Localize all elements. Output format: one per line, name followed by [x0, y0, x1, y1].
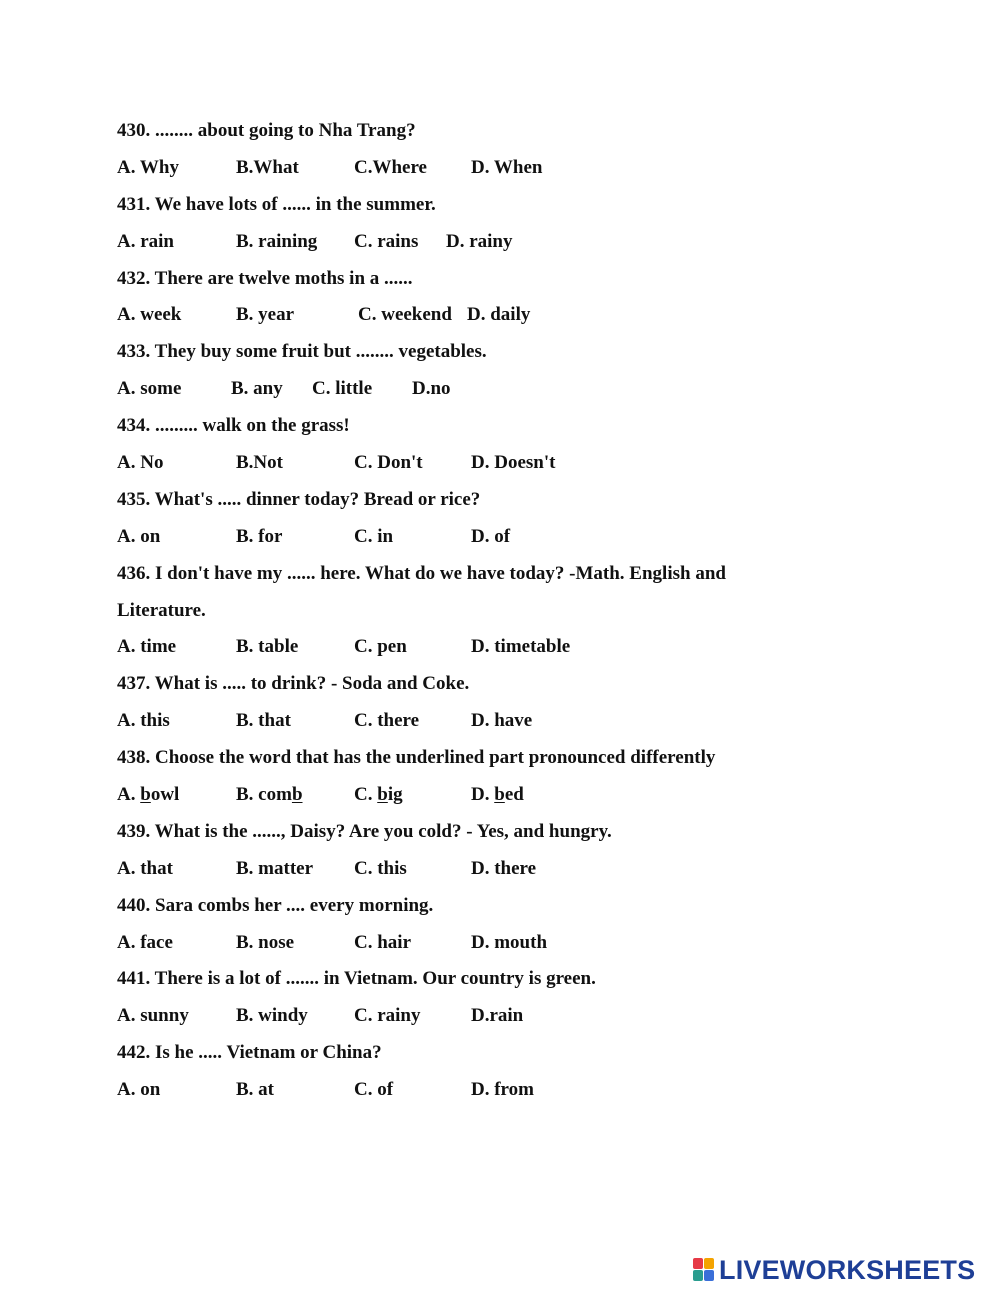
option-c[interactable]: C. weekend: [358, 304, 452, 326]
option-d[interactable]: D. mouth: [471, 931, 548, 953]
option-b[interactable]: B. that: [236, 710, 291, 732]
underlined-letter: b: [377, 784, 388, 806]
question-435-options: [117, 524, 877, 561]
option-text: A.: [117, 784, 141, 806]
option-d[interactable]: D.rain: [471, 1005, 524, 1027]
question-436-options: [117, 634, 877, 671]
option-a[interactable]: A. week: [117, 304, 182, 326]
option-a[interactable]: A. time: [117, 636, 177, 658]
question-436-stem-continued: Literature.: [117, 599, 206, 621]
option-a[interactable]: A. on: [117, 1079, 161, 1101]
question-431-stem: 431. We have lots of ...... in the summer.: [117, 193, 436, 215]
question-440-options: [117, 930, 877, 967]
question-438-stem: 438. Choose the word that has the underlined part pronounced differently: [117, 747, 716, 769]
option-a[interactable]: A. rain: [117, 230, 174, 252]
question-434-options: [117, 450, 877, 487]
option-d[interactable]: D. When: [471, 156, 543, 178]
option-d[interactable]: D. timetable: [471, 636, 571, 658]
option-b[interactable]: B. windy: [236, 1005, 308, 1027]
question-441-stem: 441. There is a lot of ....... in Vietnam. Our country is green.: [117, 968, 596, 990]
question-431-options: [117, 229, 877, 266]
option-b[interactable]: B. matter: [236, 857, 314, 879]
option-d[interactable]: D.no: [412, 378, 451, 400]
option-b[interactable]: B. for: [236, 525, 283, 547]
question-442-stem: 442. Is he ..... Vietnam or China?: [117, 1042, 382, 1064]
logo-text: LIVEWORKSHEETS: [719, 1254, 976, 1285]
option-d[interactable]: D. daily: [467, 304, 531, 326]
option-a[interactable]: [117, 782, 179, 808]
option-text: ig: [387, 784, 403, 806]
option-a[interactable]: A. this: [117, 710, 170, 732]
option-b[interactable]: B. at: [236, 1079, 274, 1101]
option-text: B. com: [236, 784, 292, 806]
option-b[interactable]: B. raining: [236, 230, 318, 252]
question-438-options: [117, 782, 877, 819]
question-440-stem: 440. Sara combs her .... every morning.: [117, 894, 434, 916]
question-433-stem: 433. They buy some fruit but ........ vegetables.: [117, 341, 487, 363]
option-d[interactable]: D. from: [471, 1079, 534, 1101]
question-437-options: [117, 708, 877, 745]
option-c[interactable]: C. in: [354, 525, 394, 547]
question-432-stem: 432. There are twelve moths in a ......: [117, 267, 413, 289]
option-a[interactable]: A. some: [117, 378, 182, 400]
question-430-stem: 430. ........ about going to Nha Trang?: [117, 120, 416, 141]
option-d[interactable]: [471, 782, 524, 808]
option-c[interactable]: C. this: [354, 857, 407, 879]
option-b[interactable]: B.Not: [236, 452, 283, 474]
option-c[interactable]: C. pen: [354, 636, 407, 658]
question-435-stem: 435. What's ..... dinner today? Bread or rice?: [117, 488, 481, 510]
option-b[interactable]: B. any: [231, 378, 283, 400]
option-b[interactable]: B. nose: [236, 931, 295, 953]
question-442-options: [117, 1077, 877, 1114]
question-436-stem: 436. I don't have my ...... here. What do we have today? -Math. English and: [117, 562, 726, 584]
underlined-letter: b: [291, 784, 303, 806]
underlined-letter: b: [140, 784, 151, 806]
option-c[interactable]: C. of: [354, 1079, 394, 1101]
option-d[interactable]: D. there: [471, 857, 537, 879]
option-d[interactable]: D. rainy: [446, 230, 513, 252]
option-c[interactable]: C. little: [312, 378, 373, 400]
option-c[interactable]: [354, 782, 403, 808]
option-text: D.: [471, 784, 495, 806]
option-text: owl: [150, 784, 180, 806]
option-c[interactable]: C. there: [354, 710, 420, 732]
option-b[interactable]: B. table: [236, 636, 299, 658]
option-a[interactable]: A. No: [117, 452, 164, 474]
option-d[interactable]: D. of: [471, 525, 511, 547]
option-a[interactable]: A. Why: [117, 156, 179, 178]
option-c[interactable]: C. rainy: [354, 1005, 421, 1027]
option-a[interactable]: A. sunny: [117, 1005, 189, 1027]
underlined-letter: b: [494, 784, 505, 806]
option-d[interactable]: D. Doesn't: [471, 452, 556, 474]
option-b[interactable]: B.What: [236, 156, 299, 178]
option-c[interactable]: C.Where: [354, 156, 427, 178]
question-437-stem: 437. What is ..... to drink? - Soda and Coke.: [117, 673, 470, 695]
option-c[interactable]: C. rains: [354, 230, 419, 252]
question-433-options: [117, 376, 877, 413]
option-a[interactable]: A. face: [117, 931, 173, 953]
question-434-stem: 434. ......... walk on the grass!: [117, 415, 350, 437]
option-text: C.: [354, 784, 378, 806]
option-b[interactable]: B. year: [236, 304, 295, 326]
question-439-options: [117, 856, 877, 893]
option-d[interactable]: D. have: [471, 710, 533, 732]
question-430-options: [117, 155, 877, 192]
worksheet: [117, 118, 877, 1114]
option-a[interactable]: A. that: [117, 857, 173, 879]
option-c[interactable]: C. hair: [354, 931, 411, 953]
liveworksheets-logo-icon: [693, 1258, 715, 1282]
question-439-stem: 439. What is the ......, Daisy? Are you cold? - Yes, and hungry.: [117, 820, 612, 842]
option-c[interactable]: C. Don't: [354, 452, 423, 474]
liveworksheets-logo[interactable]: [693, 1255, 975, 1285]
option-a[interactable]: A. on: [117, 525, 161, 547]
option-b[interactable]: [236, 782, 303, 808]
option-text: ed: [504, 784, 524, 806]
question-441-options: [117, 1003, 877, 1040]
question-432-options: [117, 302, 877, 339]
